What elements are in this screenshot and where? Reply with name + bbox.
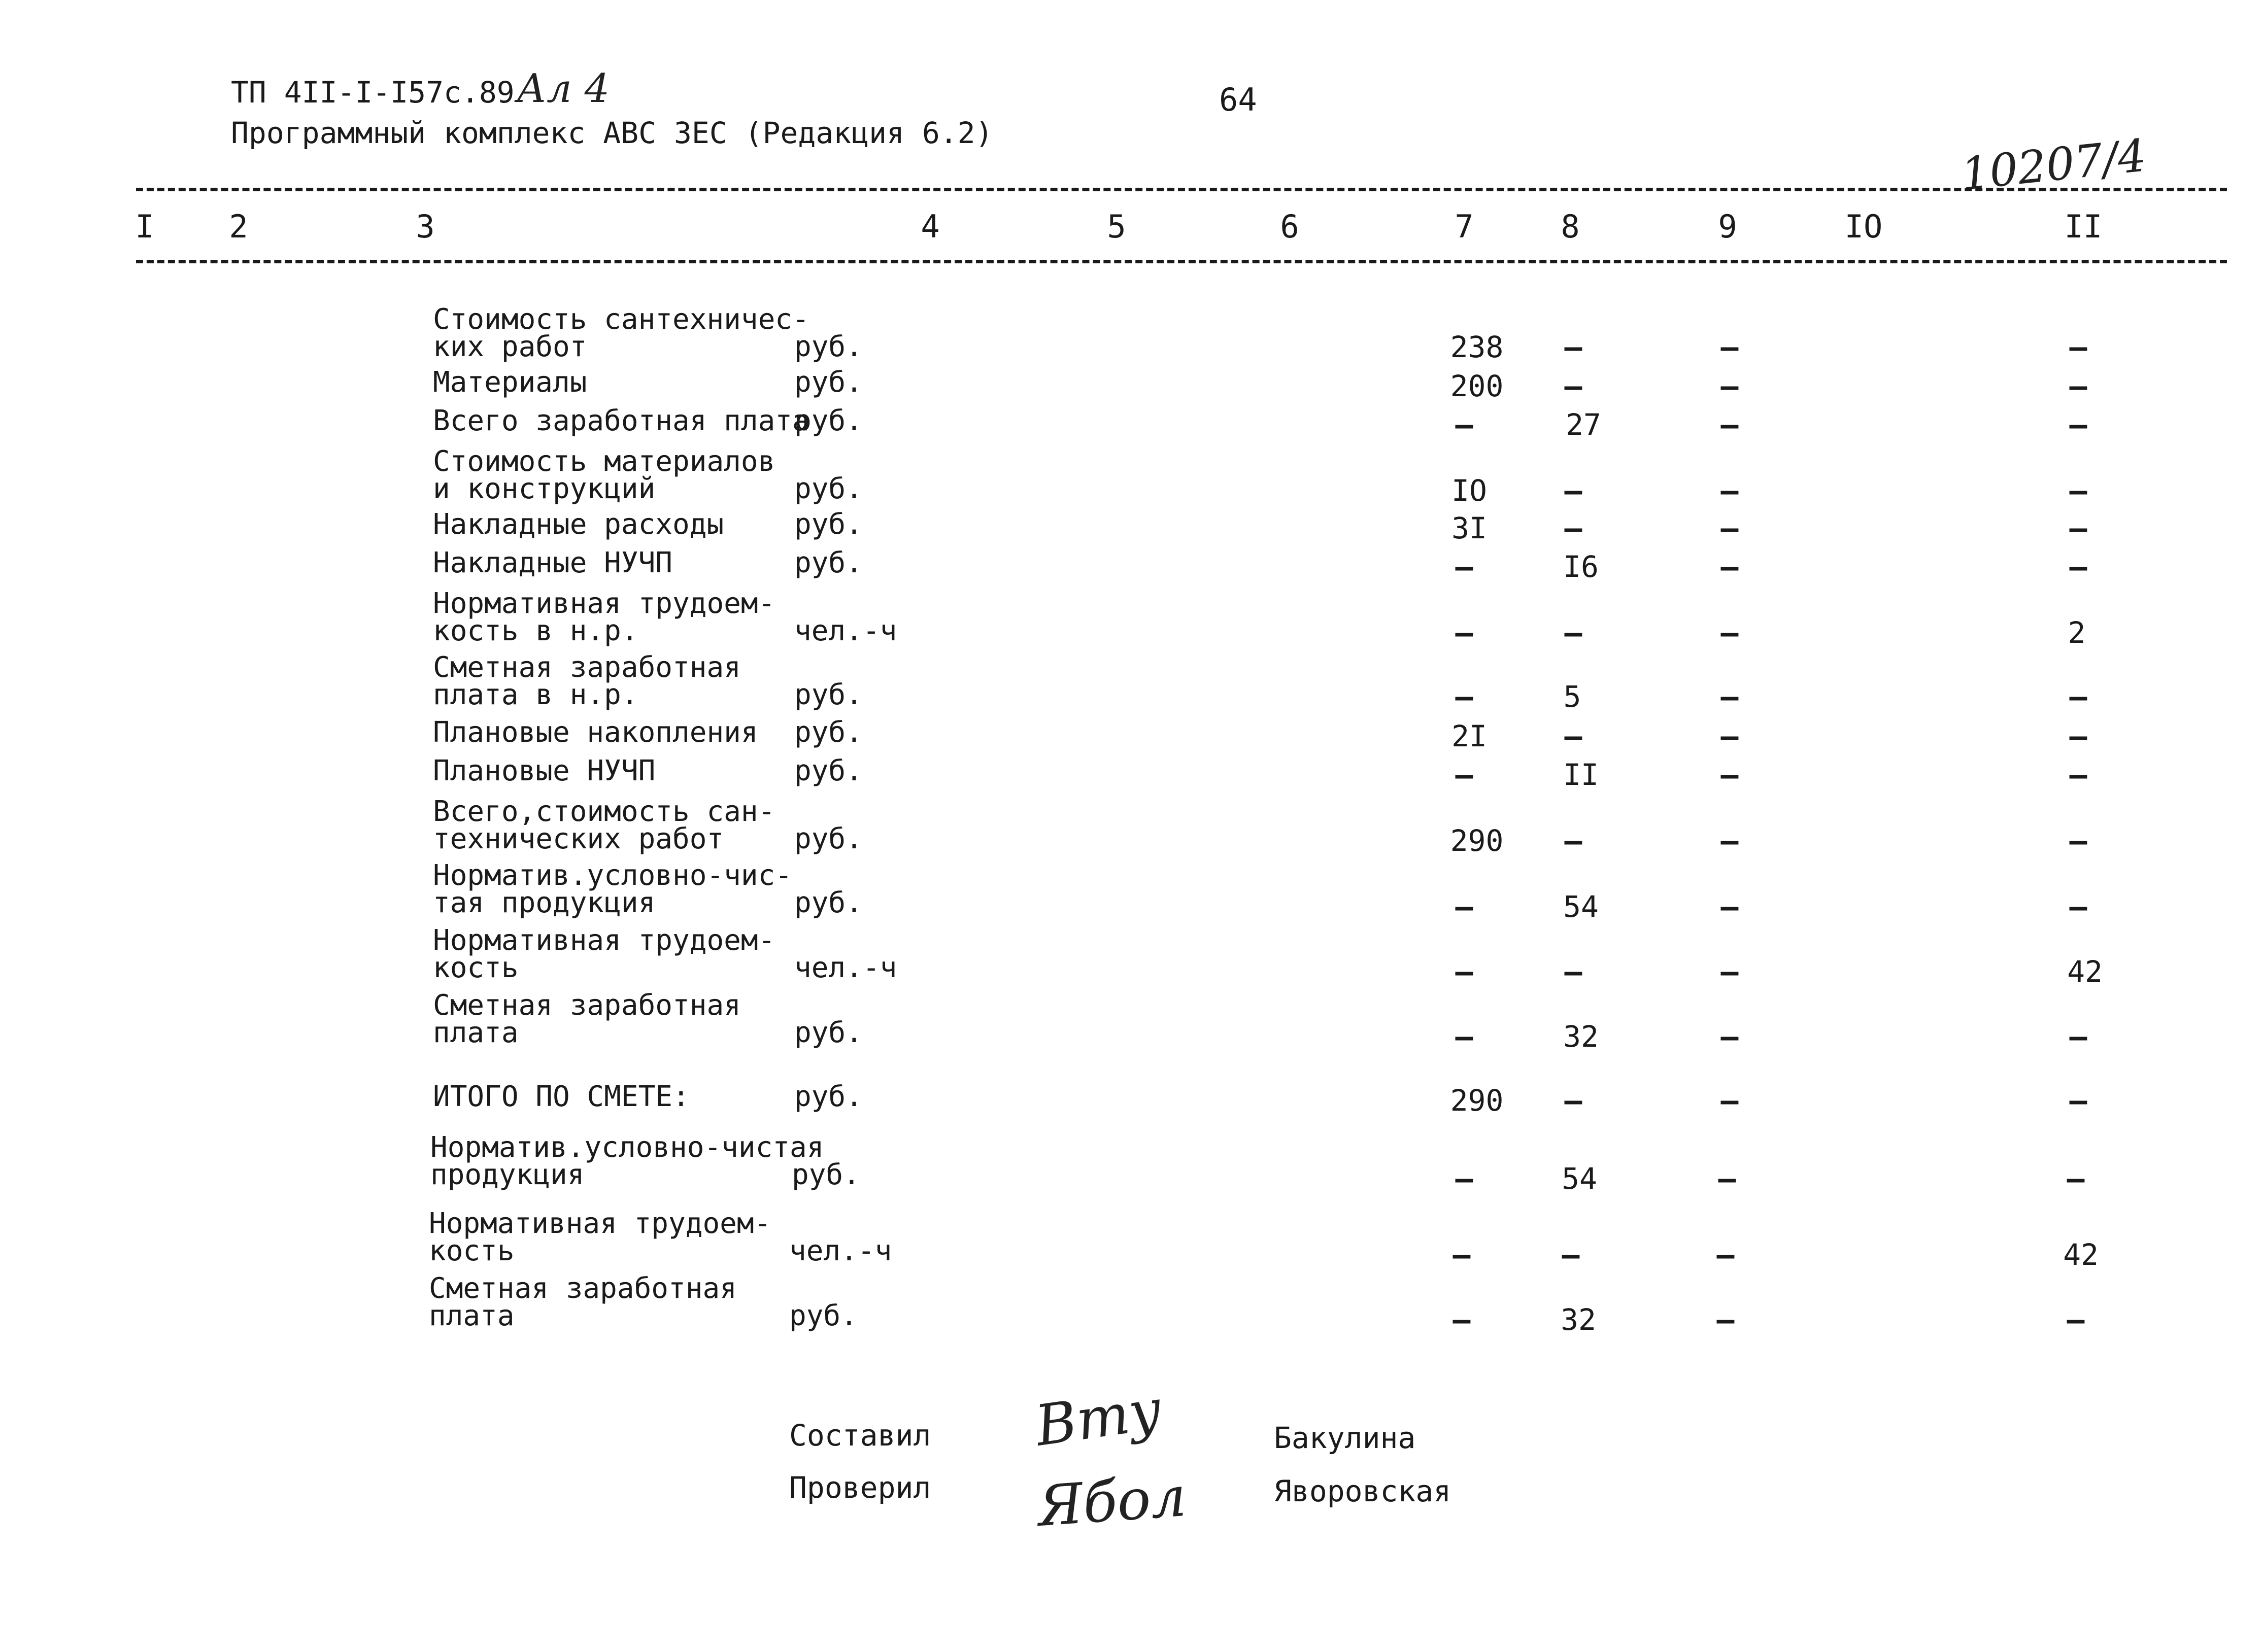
row-label: Нормативная трудоем- xyxy=(433,924,775,957)
cell-col-9: – xyxy=(1720,407,1739,442)
row-unit: руб. xyxy=(794,546,863,579)
row-label: тая продукция xyxy=(433,886,656,919)
cell-col-8: – xyxy=(1564,473,1582,508)
row-label: ких работ xyxy=(433,330,587,363)
cell-col-11: – xyxy=(2069,758,2087,792)
row-label: Стоимость материалов xyxy=(433,445,775,478)
cell-col-8: – xyxy=(1562,1237,1580,1272)
signature-checked: Ябол xyxy=(1035,1463,1189,1539)
cell-col-9: – xyxy=(1720,473,1739,508)
cell-col-7: – xyxy=(1455,1161,1473,1196)
column-header: 5 xyxy=(1107,208,1126,245)
row-label: Плановые накопления xyxy=(433,716,758,749)
cell-col-7: 200 xyxy=(1450,369,1504,403)
cell-col-9: – xyxy=(1720,823,1739,858)
cell-col-9: – xyxy=(1720,369,1739,403)
row-unit: руб. xyxy=(794,886,863,919)
row-unit: чел.-ч xyxy=(789,1234,892,1267)
cell-col-8: 32 xyxy=(1563,1019,1599,1054)
cell-col-11: – xyxy=(2069,1083,2087,1118)
row-label: кость xyxy=(433,951,519,984)
row-unit: руб. xyxy=(794,822,863,855)
row-unit: руб. xyxy=(794,404,863,437)
cell-col-7: 290 xyxy=(1450,823,1504,858)
row-unit: руб. xyxy=(794,1080,863,1113)
cell-col-9: – xyxy=(1720,615,1739,650)
row-unit: руб. xyxy=(794,754,863,787)
row-label: Всего заработная плата xyxy=(433,404,809,437)
cell-col-11: – xyxy=(2069,1019,2087,1054)
cell-col-7: 3I xyxy=(1451,511,1487,545)
compiled-name: Бакулина xyxy=(1274,1421,1416,1455)
row-label: Всего,стоимость сан- xyxy=(433,795,775,828)
cell-col-7: – xyxy=(1455,758,1473,792)
cell-col-8: – xyxy=(1564,823,1582,858)
cell-col-8: 27 xyxy=(1566,407,1601,442)
cell-col-9: – xyxy=(1720,1083,1739,1118)
cell-col-7: IO xyxy=(1451,473,1487,508)
cell-col-11: – xyxy=(2069,473,2087,508)
row-unit: руб. xyxy=(792,1158,860,1191)
row-unit: руб. xyxy=(794,1016,863,1049)
row-label: ИТОГО ПО СМЕТЕ: xyxy=(433,1080,690,1113)
row-unit: руб. xyxy=(794,330,863,363)
cell-col-11: 42 xyxy=(2067,954,2103,989)
cell-col-11: – xyxy=(2069,679,2087,714)
handwritten-reference: 10207/4 xyxy=(1958,129,2149,200)
cell-col-9: – xyxy=(1720,954,1739,989)
cell-col-11: – xyxy=(2069,330,2087,364)
cell-col-8: – xyxy=(1564,511,1582,545)
column-header: 8 xyxy=(1561,208,1580,245)
cell-col-8: 54 xyxy=(1562,1161,1597,1196)
cell-col-7: – xyxy=(1455,889,1473,924)
row-label: плата xyxy=(433,1016,519,1049)
cell-col-11: – xyxy=(2067,1161,2085,1196)
row-unit: руб. xyxy=(794,508,863,541)
cell-col-8: – xyxy=(1564,615,1582,650)
cell-col-8: 54 xyxy=(1563,889,1599,924)
checked-label: Проверил xyxy=(789,1470,931,1505)
cell-col-8: – xyxy=(1564,1083,1582,1118)
header-top-rule xyxy=(136,188,2227,191)
row-label: плата xyxy=(429,1299,515,1332)
page-number: 64 xyxy=(1219,81,1257,118)
cell-col-11: 42 xyxy=(2063,1237,2099,1272)
row-unit: руб. xyxy=(794,472,863,505)
row-label: Стоимость сантехничес- xyxy=(433,303,809,336)
row-label: технических работ xyxy=(433,822,724,855)
cell-col-7: – xyxy=(1455,615,1473,650)
signature-compiled: Вту xyxy=(1031,1376,1166,1459)
row-label: Материалы xyxy=(433,366,587,399)
row-label: и конструкций xyxy=(433,472,656,505)
cell-col-7: – xyxy=(1453,1302,1471,1337)
row-label: продукция xyxy=(430,1158,585,1191)
cell-col-7: – xyxy=(1455,679,1473,714)
cell-col-9: – xyxy=(1720,889,1739,924)
cell-col-11: – xyxy=(2069,369,2087,403)
row-label: кость xyxy=(429,1234,515,1267)
handwritten-note: Ал 4 xyxy=(517,66,610,112)
row-label: Сметная заработная xyxy=(429,1272,737,1305)
cell-col-8: 5 xyxy=(1563,679,1581,714)
row-label: Нормативная трудоем- xyxy=(429,1207,771,1240)
program-title: Программный комплекс АВС ЗЕС (Редакция 6.2) xyxy=(231,116,993,150)
row-label: Сметная заработная xyxy=(433,651,741,684)
row-unit: чел.-ч xyxy=(794,614,897,647)
column-header: 7 xyxy=(1455,208,1474,245)
column-header: 9 xyxy=(1718,208,1737,245)
cell-col-7: – xyxy=(1453,1237,1471,1272)
cell-col-11: – xyxy=(2067,1302,2085,1337)
cell-col-8: II xyxy=(1563,758,1599,792)
cell-col-9: – xyxy=(1716,1237,1735,1272)
cell-col-9: – xyxy=(1720,549,1739,584)
header-bottom-rule xyxy=(136,260,2227,263)
cell-col-9: – xyxy=(1720,758,1739,792)
cell-col-11: – xyxy=(2069,889,2087,924)
row-label: Норматив.условно-чис- xyxy=(433,859,793,892)
row-unit: руб. xyxy=(789,1299,858,1332)
cell-col-9: – xyxy=(1720,1019,1739,1054)
row-unit: руб. xyxy=(794,366,863,399)
row-label: плата в н.р. xyxy=(433,678,638,711)
row-label: кость в н.р. xyxy=(433,614,638,647)
cell-col-7: – xyxy=(1455,549,1473,584)
column-header: 6 xyxy=(1280,208,1299,245)
cell-col-11: – xyxy=(2069,407,2087,442)
cell-col-9: – xyxy=(1720,679,1739,714)
cell-col-9: – xyxy=(1716,1302,1735,1337)
row-unit: руб. xyxy=(794,716,863,749)
row-label: Норматив.условно-чистая xyxy=(430,1131,824,1164)
row-unit: чел.-ч xyxy=(794,951,897,984)
column-header: I xyxy=(135,208,154,245)
column-header: IO xyxy=(1844,208,1883,245)
column-header: II xyxy=(2064,208,2103,245)
cell-col-9: – xyxy=(1718,1161,1736,1196)
cell-col-11: – xyxy=(2069,511,2087,545)
cell-col-11: – xyxy=(2069,823,2087,858)
cell-col-8: – xyxy=(1564,369,1582,403)
compiled-label: Составил xyxy=(789,1418,931,1453)
cell-col-9: – xyxy=(1720,719,1739,753)
column-header: 3 xyxy=(416,208,435,245)
row-label: Нормативная трудоем- xyxy=(433,587,775,620)
cell-col-9: – xyxy=(1720,330,1739,364)
checked-name: Яворовская xyxy=(1274,1474,1451,1508)
cell-col-8: I6 xyxy=(1563,549,1599,584)
row-label: Накладные расходы xyxy=(433,508,724,541)
row-label: Сметная заработная xyxy=(433,989,741,1022)
cell-col-9: – xyxy=(1720,511,1739,545)
cell-col-7: – xyxy=(1455,954,1473,989)
row-unit: руб. xyxy=(794,678,863,711)
cell-col-8: – xyxy=(1564,954,1582,989)
cell-col-7: 238 xyxy=(1450,330,1504,364)
cell-col-7: 290 xyxy=(1450,1083,1504,1118)
cell-col-7: – xyxy=(1455,407,1473,442)
document-code: ТП 4II-I-I57с.89 xyxy=(231,75,515,110)
column-header: 2 xyxy=(229,208,248,245)
cell-col-7: 2I xyxy=(1451,719,1487,753)
cell-col-8: – xyxy=(1564,330,1582,364)
cell-col-7: – xyxy=(1455,1019,1473,1054)
cell-col-11: – xyxy=(2069,549,2087,584)
cell-col-8: 32 xyxy=(1561,1302,1596,1337)
cell-col-8: – xyxy=(1564,719,1582,753)
cell-col-11: – xyxy=(2069,719,2087,753)
column-header: 4 xyxy=(921,208,940,245)
row-label: Накладные НУЧП xyxy=(433,546,673,579)
cell-col-11: 2 xyxy=(2068,615,2086,650)
row-label: Плановые НУЧП xyxy=(433,754,656,787)
